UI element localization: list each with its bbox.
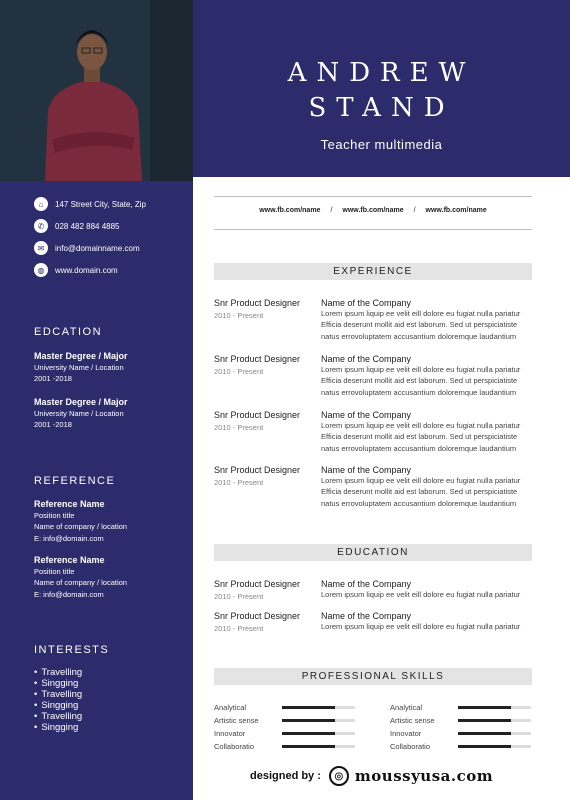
description-line: Lorem ipsum liquip ee velit eill dolore eu fugiat nulla pariatur xyxy=(321,476,521,485)
contact-address-text: 147 Street City, State, Zip xyxy=(55,199,147,209)
description-line: natus errovoluptatem accusantium doloremque laudantium xyxy=(321,331,517,341)
skill-bar-fill xyxy=(282,732,335,735)
reference-name: Reference Name xyxy=(34,499,105,509)
divider xyxy=(214,229,532,230)
job-title: Teacher multimedia xyxy=(320,137,443,152)
interest-item: • Singging xyxy=(34,678,82,689)
experience-date: 2010 - Present xyxy=(214,423,264,432)
contact-website-text[interactable]: www.domain.com xyxy=(55,265,118,275)
contact-email xyxy=(34,241,140,255)
experience-role: Snr Product Designer xyxy=(214,354,301,364)
reference-name: Reference Name xyxy=(34,555,105,565)
contact-address xyxy=(34,197,146,211)
profile-photo-illustration xyxy=(0,0,193,181)
description-line: Lorem ipsum liquip ee velit eill dolore eu fugiat nulla pariatur xyxy=(321,421,521,430)
skill-bar xyxy=(458,706,531,709)
experience-company: Name of the Company xyxy=(321,410,412,420)
skill-bar-fill xyxy=(282,745,335,748)
interest-item: • Singging xyxy=(34,700,82,711)
interest-item: • Travelling xyxy=(34,711,82,722)
footer-credit xyxy=(250,766,493,786)
skill-name: Innovator xyxy=(390,729,422,738)
skill-name: Collaboratio xyxy=(214,742,255,751)
skill-bar-fill xyxy=(458,745,511,748)
first-name: ANDREW xyxy=(287,58,476,88)
reference-email[interactable]: E: info@domain.com xyxy=(34,534,104,543)
skill-name: Analytical xyxy=(214,703,247,712)
experience-role: Snr Product Designer xyxy=(214,410,301,420)
experience-description xyxy=(321,364,534,398)
social-link[interactable]: www.fb.com/name xyxy=(425,207,487,214)
education-company: Name of the Company xyxy=(321,611,412,621)
description-line: Efficia deserunt mollit aid est laborum. Sed ut perspiciatiste xyxy=(321,320,518,330)
interest-item: • Travelling xyxy=(34,689,82,700)
education-date: 2010 - Present xyxy=(214,624,264,633)
email-icon: ✉ xyxy=(34,241,48,255)
contact-website xyxy=(34,263,118,277)
skill-name: Analytical xyxy=(390,703,423,712)
interest-item: • Travelling xyxy=(34,667,82,678)
brand-logo-icon: ◎ xyxy=(329,766,349,786)
social-link[interactable]: www.fb.com/name xyxy=(259,207,321,214)
globe-icon: ◍ xyxy=(34,263,48,277)
experience-company: Name of the Company xyxy=(321,354,412,364)
sidebar-education-title: EDCATION xyxy=(34,326,103,338)
description-line: Lorem ipsum liquip ee velit eill dolore eu fugiat nulla pariatur xyxy=(321,365,521,374)
skill-name: Artistic sense xyxy=(214,716,259,725)
sidebar-years: 2001 -2018 xyxy=(34,374,72,383)
reference-position: Position title xyxy=(34,567,75,576)
experience-section-title: EXPERIENCE xyxy=(214,263,532,280)
reference-company: Name of company / location xyxy=(34,522,127,531)
experience-description xyxy=(321,420,534,454)
interest-item: • Singging xyxy=(34,722,82,733)
link-separator: / xyxy=(330,207,333,214)
skill-name: Innovator xyxy=(214,729,246,738)
reference-company: Name of company / location xyxy=(34,578,127,587)
brand-name[interactable]: moussyusa.com xyxy=(354,767,494,785)
contact-phone xyxy=(34,219,120,233)
profile-photo xyxy=(0,0,193,181)
experience-role: Snr Product Designer xyxy=(214,465,301,475)
skill-bar xyxy=(458,719,531,722)
designed-by-label: designed by : xyxy=(250,770,321,782)
experience-company: Name of the Company xyxy=(321,465,412,475)
skill-bar-fill xyxy=(458,706,511,709)
skill-name: Collaboratio xyxy=(390,742,431,751)
sidebar-university: University Name / Location xyxy=(34,409,124,418)
description-line: natus errovoluptatem accusantium doloremque laudantium xyxy=(321,498,517,508)
interests-list xyxy=(34,667,82,733)
home-icon: ⌂ xyxy=(34,197,48,211)
reference-email[interactable]: E: info@domain.com xyxy=(34,590,104,599)
education-description: Lorem ipsum liquip ee velit eill dolore eu fugiat nulla pariatur xyxy=(321,622,521,631)
reference-title: REFERENCE xyxy=(34,475,116,487)
education-date: 2010 - Present xyxy=(214,592,264,601)
description-line: Efficia deserunt mollit aid est laborum. Sed ut perspiciatiste xyxy=(321,376,518,386)
description-line: Efficia deserunt mollit aid est laborum. Sed ut perspiciatiste xyxy=(321,432,518,442)
skill-bar xyxy=(282,745,355,748)
skill-bar-fill xyxy=(282,719,335,722)
experience-date: 2010 - Present xyxy=(214,478,264,487)
contact-email-text[interactable]: info@domainname.com xyxy=(55,243,140,253)
skill-name: Artistic sense xyxy=(390,716,435,725)
experience-date: 2010 - Present xyxy=(214,367,264,376)
description-line: natus errovoluptatem accusantium doloremque laudantium xyxy=(321,387,517,397)
experience-date: 2010 - Present xyxy=(214,311,264,320)
experience-description xyxy=(321,308,534,342)
reference-position: Position title xyxy=(34,511,75,520)
last-name: STAND xyxy=(308,93,455,123)
social-links xyxy=(214,207,532,214)
description-line: natus errovoluptatem accusantium doloremque laudantium xyxy=(321,443,517,453)
skill-bar xyxy=(282,719,355,722)
education-role: Snr Product Designer xyxy=(214,579,301,589)
interests-title: INTERESTS xyxy=(34,644,110,656)
sidebar-degree: Master Degree / Major xyxy=(34,351,128,361)
skills-section-title: PROFESSIONAL SKILLS xyxy=(214,668,532,685)
link-separator: / xyxy=(413,207,416,214)
experience-description xyxy=(321,475,534,509)
contact-phone-text: 028 482 884 4885 xyxy=(55,221,120,231)
education-section-title: EDUCATION xyxy=(214,544,532,561)
skill-bar xyxy=(282,732,355,735)
education-description: Lorem ipsum liquip ee velit eill dolore eu fugiat nulla pariatur xyxy=(321,590,521,599)
divider xyxy=(214,196,532,197)
skill-bar-fill xyxy=(458,719,511,722)
phone-icon: ✆ xyxy=(34,219,48,233)
description-line: Efficia deserunt mollit aid est laborum. Sed ut perspiciatiste xyxy=(321,487,518,497)
experience-company: Name of the Company xyxy=(321,298,412,308)
social-link[interactable]: www.fb.com/name xyxy=(342,207,404,214)
sidebar-years: 2001 -2018 xyxy=(34,420,72,429)
skill-bar xyxy=(282,706,355,709)
skill-bar xyxy=(458,745,531,748)
sidebar-degree: Master Degree / Major xyxy=(34,397,128,407)
skill-bar xyxy=(458,732,531,735)
experience-role: Snr Product Designer xyxy=(214,298,301,308)
education-company: Name of the Company xyxy=(321,579,412,589)
education-role: Snr Product Designer xyxy=(214,611,301,621)
skill-bar-fill xyxy=(282,706,335,709)
description-line: Lorem ipsum liquip ee velit eill dolore eu fugiat nulla pariatur xyxy=(321,309,521,318)
sidebar-university: University Name / Location xyxy=(34,363,124,372)
skill-bar-fill xyxy=(458,732,511,735)
